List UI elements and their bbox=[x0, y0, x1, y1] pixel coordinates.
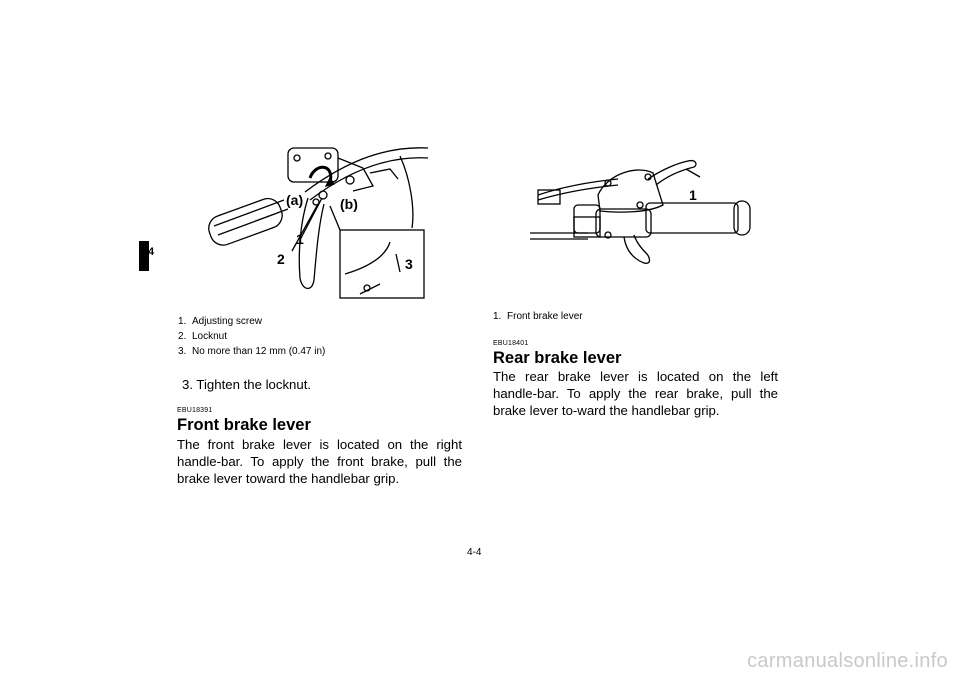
step-text: 3. Tighten the locknut. bbox=[182, 377, 312, 392]
page-number: 4-4 bbox=[467, 547, 482, 558]
front-brake-lever-illustration bbox=[528, 155, 762, 267]
figure-label-1: 1 bbox=[689, 187, 697, 203]
section-code-front: EBU18391 bbox=[177, 407, 213, 414]
section-heading-rear-brake: Rear brake lever bbox=[493, 349, 622, 367]
figure-label-3: 3 bbox=[405, 256, 413, 272]
figure-label-1: 1 bbox=[296, 231, 304, 247]
figure-label-2: 2 bbox=[277, 251, 285, 267]
chapter-tab-number: 4 bbox=[148, 246, 155, 258]
section-body-rear-brake: The rear brake lever is located on the left handle-bar. To apply the rear brake, pull the brake lever to-ward the handlebar grip. bbox=[493, 369, 778, 418]
figure-label-b: (b) bbox=[340, 196, 358, 212]
front-lever-adjust-illustration bbox=[200, 128, 430, 300]
left-caption-list bbox=[178, 314, 468, 359]
left-caption-item: 2. Locknut bbox=[178, 331, 228, 342]
right-caption-list bbox=[493, 309, 783, 324]
section-body-front-brake: The front brake lever is located on the right handle-bar. To apply the front brake, pull the brake lever toward the handlebar grip. bbox=[177, 437, 462, 486]
right-caption-item: 1. Front brake lever bbox=[493, 311, 583, 322]
figure-label-a: (a) bbox=[286, 192, 304, 208]
left-caption-item: 1. Adjusting screw bbox=[178, 316, 263, 327]
left-caption-item: 3. No more than 12 mm (0.47 in) bbox=[178, 346, 326, 357]
section-heading-front-brake: Front brake lever bbox=[177, 416, 311, 434]
section-code-rear: EBU18401 bbox=[493, 340, 529, 347]
watermark: carmanualsonline.info bbox=[747, 650, 948, 672]
